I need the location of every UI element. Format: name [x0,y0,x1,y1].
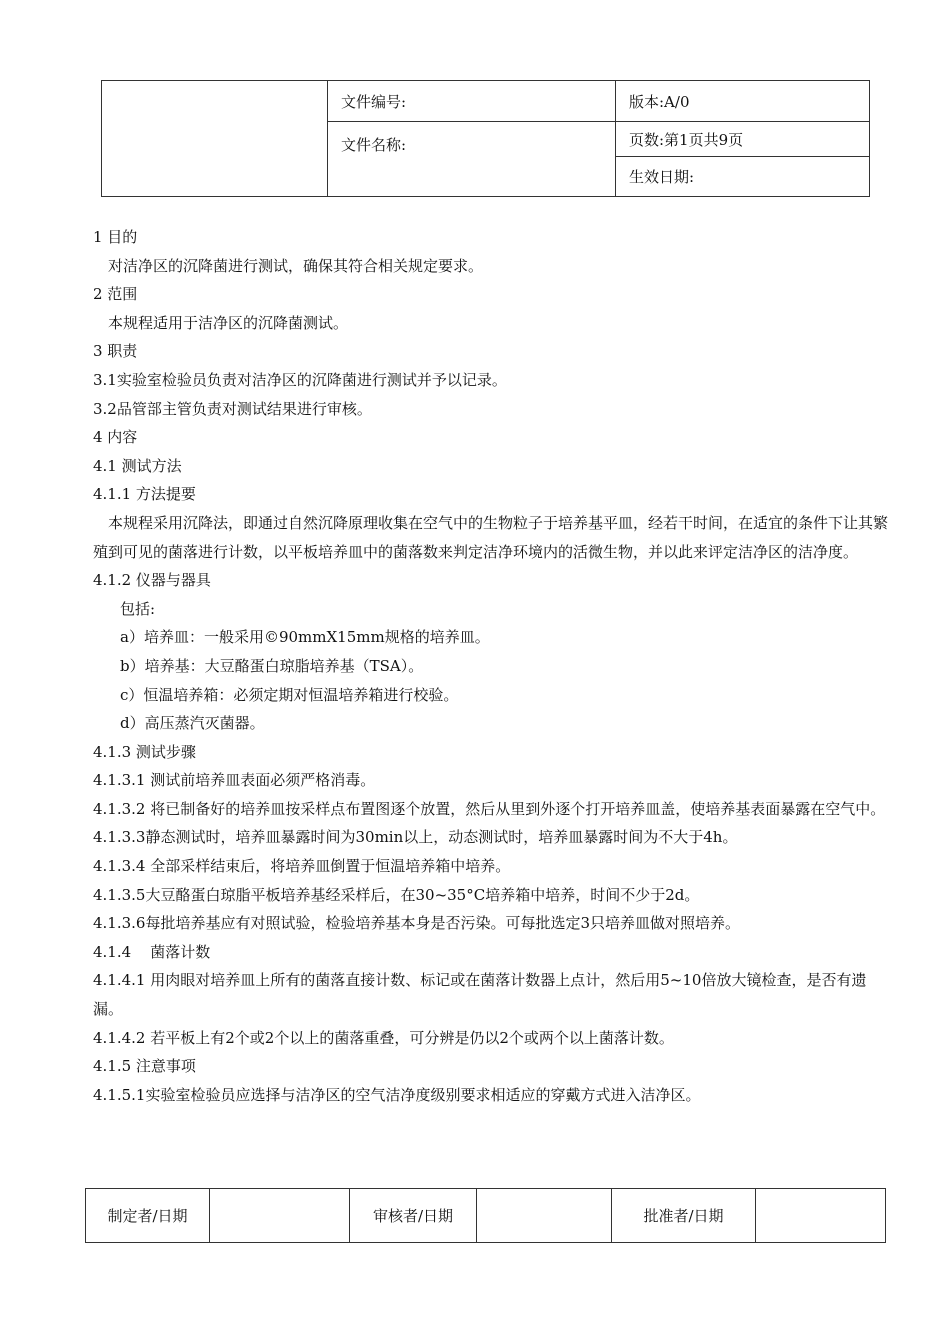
document-body [93,223,893,1109]
list-item: 3.1实验室检验员负责对洁净区的沉降菌进行测试并予以记录。 [93,370,507,389]
subsection-heading: 4.1.2 仪器与器具 [93,571,211,590]
doc-name-label: 文件名称: [328,122,616,197]
subsection-heading: 4.1 测试方法 [93,456,182,475]
list-item: 4.1.3.1 测试前培养皿表面必须严格消毒。 [93,771,376,790]
reviewer-signature-cell [477,1189,612,1243]
version-label: 版本:A/0 [616,81,870,122]
list-item: a）培养皿：一般采用©90mmX15mm规格的培养皿。 [120,628,490,647]
approver-label: 批准者/日期 [612,1189,756,1243]
effective-date-label: 生效日期: [616,157,870,197]
section-heading: 1 目的 [93,228,138,246]
doc-number-label: 文件编号: [328,81,616,122]
document-header-table [101,80,870,197]
drafter-signature-cell [210,1189,350,1243]
subsection-heading: 4.1.3 测试步骤 [93,742,196,761]
list-item: 4.1.3.6每批培养基应有对照试验，检验培养基本身是否污染。可每批选定3只培养皿做对照培养。 [93,914,741,933]
list-item: 3.2品管部主管负责对测试结果进行审核。 [93,399,372,418]
drafter-label: 制定者/日期 [86,1189,210,1243]
subsection-heading: 4.1.5 注意事项 [93,1057,196,1076]
signature-table [85,1188,886,1243]
list-item: 4.1.3.5大豆酪蛋白琼脂平板培养基经采样后，在30~35°C培养箱中培养，时间不少于2d。 [93,885,700,904]
section-heading: 4 内容 [93,428,138,447]
section-heading: 2 范围 [93,285,138,304]
list-item: 4.1.3.4 全部采样结束后，将培养皿倒置于恒温培养箱中培养。 [93,857,511,876]
page-count-label: 页数:第1页共9页 [616,122,870,157]
subsection-heading: 4.1.4 菌落计数 [93,942,211,961]
list-item: 4.1.4.2 若平板上有2个或2个以上的菌落重叠，可分辨是仍以2个或两个以上菌落计数。 [93,1028,674,1047]
logo-cell [102,81,328,197]
list-intro: 包括: [120,599,156,618]
section-heading: 3 职责 [93,342,138,361]
reviewer-label: 审核者/日期 [350,1189,477,1243]
approver-signature-cell [756,1189,886,1243]
list-item: c）恒温培养箱：必须定期对恒温培养箱进行校验。 [120,685,459,704]
paragraph: 对洁净区的沉降菌进行测试，确保其符合相关规定要求。 [108,256,484,275]
paragraph: 本规程适用于洁净区的沉降菌测试。 [108,313,349,332]
list-item: 4.1.5.1实验室检验员应选择与洁净区的空气洁净度级别要求相适应的穿戴方式进入洁净区。 [93,1085,701,1104]
list-item: 4.1.3.3静态测试时，培养皿暴露时间为30min以上，动态测试时，培养皿暴露时间为不大于4h。 [93,828,738,847]
paragraph: 本规程采用沉降法，即通过自然沉降原理收集在空气中的生物粒子于培养基平皿，经若干时间，在适宜的条件下让其繁殖到可见的菌落进行计数，以平板培养皿中的菌落数来判定洁净环境内的活微生物，并以此来评定洁净区的洁净度。 [93,513,889,561]
list-item: b）培养基：大豆酪蛋白琼脂培养基（TSA）。 [120,656,424,675]
list-item: d）高压蒸汽灭菌器。 [120,714,265,733]
list-item: 4.1.4.1 用肉眼对培养皿上所有的菌落直接计数、标记或在菌落计数器上点计，然后用5~10倍放大镜检查，是否有遗漏。 [93,971,867,1019]
subsection-heading: 4.1.1 方法提要 [93,485,196,504]
list-item: 4.1.3.2 将已制备好的培养皿按采样点布置图逐个放置，然后从里到外逐个打开培养皿盖，使培养基表面暴露在空气中。 [93,799,886,818]
